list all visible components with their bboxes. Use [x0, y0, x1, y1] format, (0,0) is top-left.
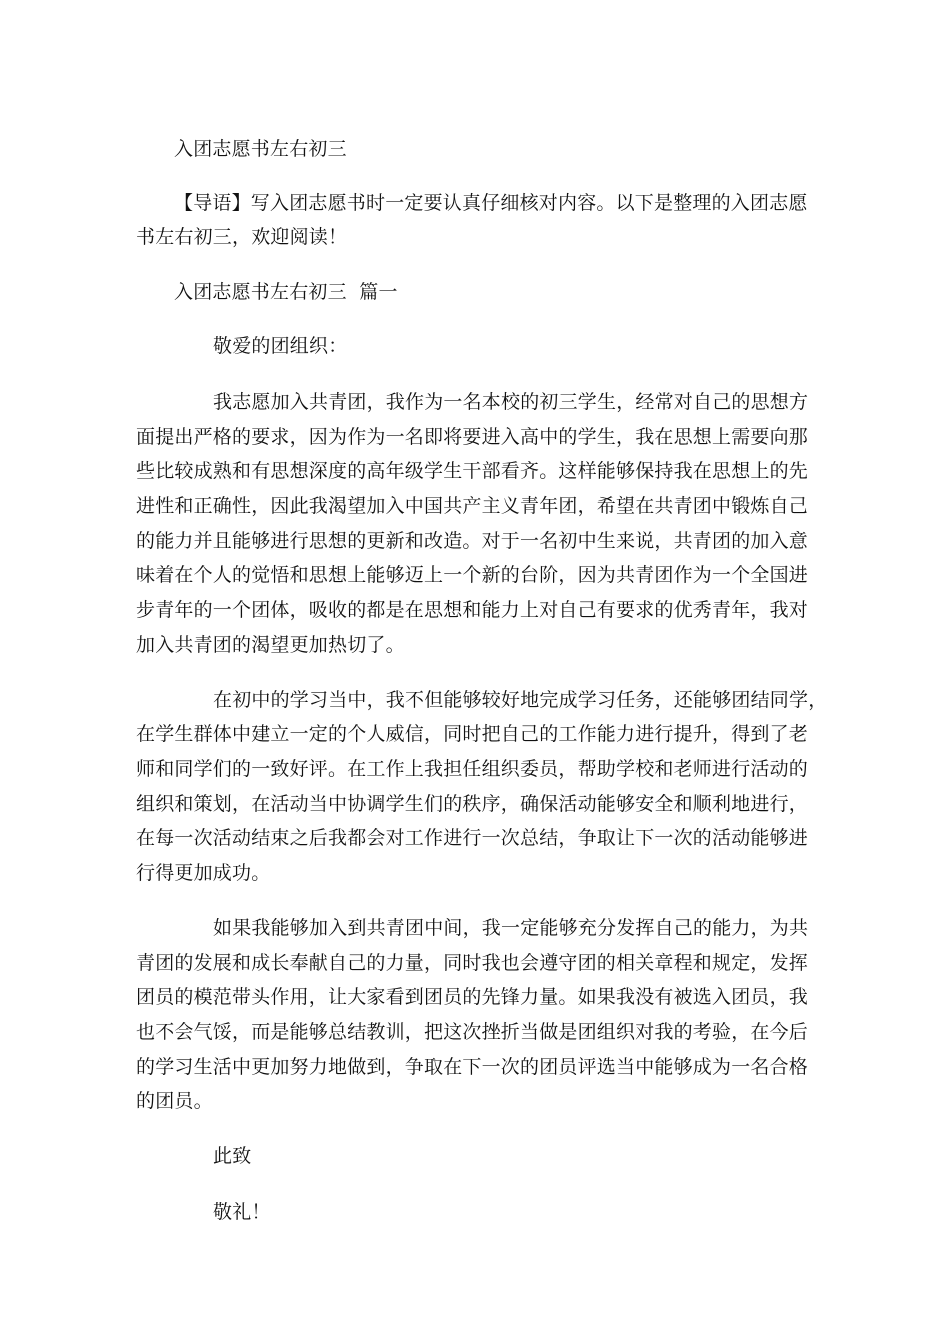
paragraph-line: 的能力并且能够进行思想的更新和改造。对于一名初中生来说，共青团的加入意	[136, 530, 809, 552]
paragraph-line: 的团员。	[136, 1090, 213, 1112]
paragraph-line: 如果我能够加入到共青团中间，我一定能够充分发挥自己的能力，为共	[213, 917, 809, 939]
paragraph-line: 行得更加成功。	[136, 862, 271, 884]
paragraph-line: 师和同学们的一致好评。在工作上我担任组织委员，帮助学校和老师进行活动的	[136, 758, 809, 780]
intro-line-1: 【导语】写入团志愿书时一定要认真仔细核对内容。以下是整理的入团志愿	[174, 192, 808, 214]
paragraph-line: 组织和策划，在活动当中协调学生们的秩序，确保活动能够安全和顺利地进行，	[136, 793, 809, 815]
intro-line-2: 书左右初三，欢迎阅读！	[136, 226, 348, 248]
closing-cizhi: 此致	[213, 1145, 252, 1167]
paragraph-line: 团员的模范带头作用，让大家看到团员的先锋力量。如果我没有被选入团员，我	[136, 986, 809, 1008]
paragraph-line: 面提出严格的要求，因为作为一名即将要进入高中的学生，我在思想上需要向那	[136, 426, 809, 448]
paragraph-line: 加入共青团的渴望更加热切了。	[136, 634, 405, 656]
paragraph-line: 青团的发展和成长奉献自己的力量，同时我也会遵守团的相关章程和规定，发挥	[136, 952, 809, 974]
closing-jingli: 敬礼！	[213, 1201, 271, 1223]
paragraph-line: 进性和正确性，因此我渴望加入中国共产主义青年团，希望在共青团中锻炼自己	[136, 495, 809, 517]
paragraph-line: 在每一次活动结束之后我都会对工作进行一次总结，争取让下一次的活动能够进	[136, 827, 809, 849]
salutation: 敬爱的团组织：	[213, 335, 348, 357]
document-title: 入团志愿书左右初三	[174, 138, 347, 160]
section-title: 入团志愿书左右初三 篇一	[174, 281, 398, 303]
paragraph-line: 的学习生活中更加努力地做到，争取在下一次的团员评选当中能够成为一名合格	[136, 1056, 809, 1078]
paragraph-line: 也不会气馁，而是能够总结教训，把这次挫折当做是团组织对我的考验，在今后	[136, 1021, 809, 1043]
paragraph-line: 些比较成熟和有思想深度的高年级学生干部看齐。这样能够保持我在思想上的先	[136, 460, 809, 482]
paragraph-line: 步青年的一个团体，吸收的都是在思想和能力上对自己有要求的优秀青年，我对	[136, 599, 809, 621]
paragraph-line: 我志愿加入共青团，我作为一名本校的初三学生，经常对自己的思想方	[213, 391, 809, 413]
paragraph-line: 在初中的学习当中，我不但能够较好地完成学习任务，还能够团结同学，	[213, 689, 828, 711]
paragraph-line: 在学生群体中建立一定的个人威信，同时把自己的工作能力进行提升，得到了老	[136, 723, 809, 745]
paragraph-line: 味着在个人的觉悟和思想上能够迈上一个新的台阶，因为共青团作为一个全国进	[136, 564, 809, 586]
